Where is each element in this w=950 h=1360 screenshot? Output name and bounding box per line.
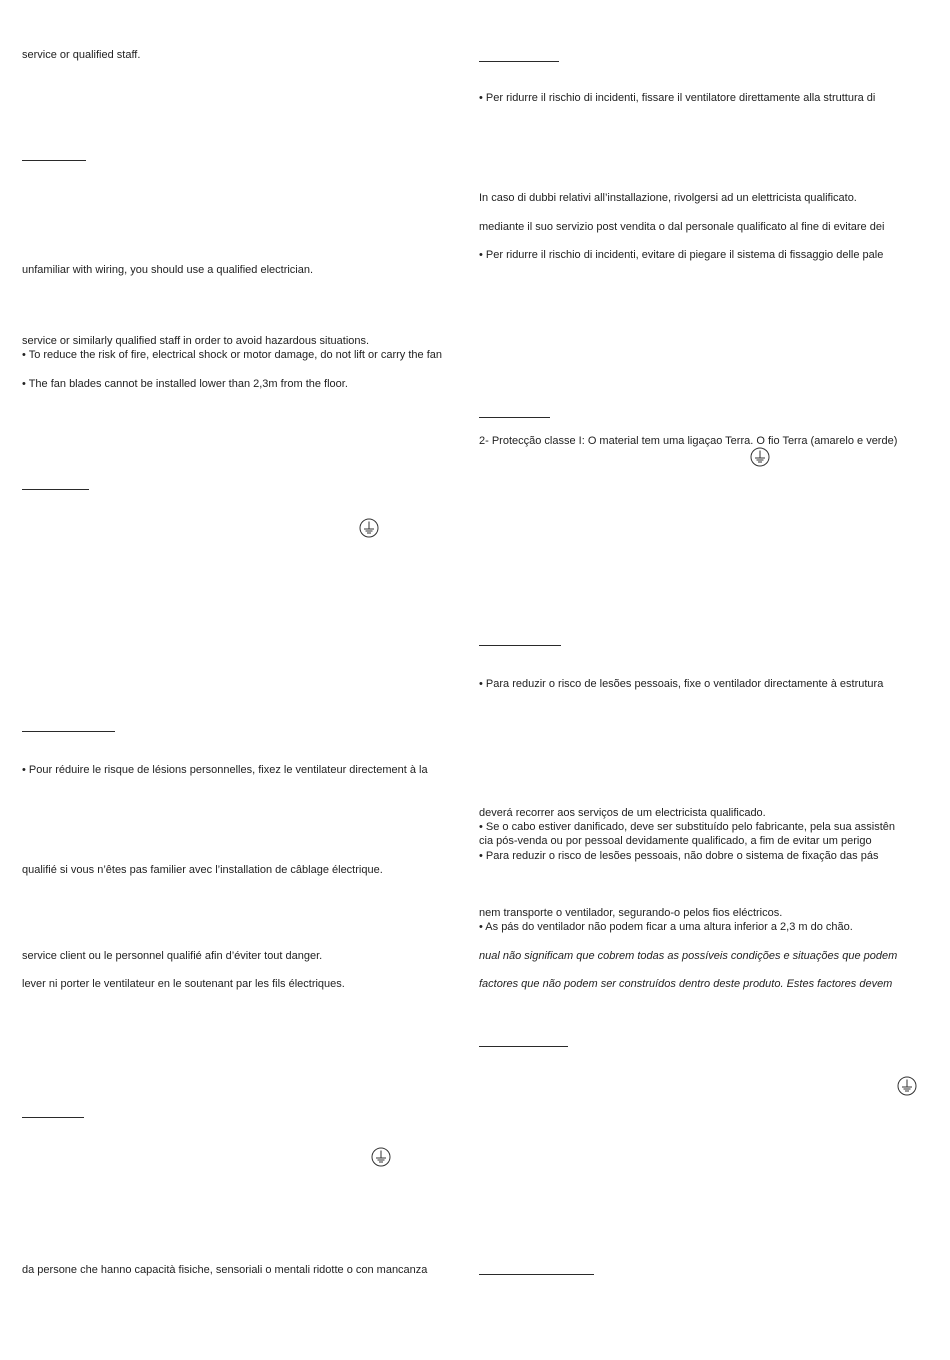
earth-ground-icon [359, 518, 379, 538]
text-line-fr-1: • Pour réduire le risque de lésions personnelles, fixez le ventilateur directement à la [22, 764, 428, 776]
text-line-it-5: • Per ridurre il rischio di incidenti, evitare di piegare il sistema di fissaggio delle pale [479, 249, 884, 261]
text-line-fr-4: lever ni porter le ventilateur en le soutenant par les fils électriques. [22, 978, 345, 990]
text-line-it-1: da persone che hanno capacità fisiche, sensoriali o mentali ridotte o con mancanza [22, 1264, 428, 1276]
earth-ground-icon [371, 1147, 391, 1167]
text-line-pt-10: factores que não podem ser construídos dentro deste produto. Estes factores devem [479, 978, 893, 990]
text-line-pt-7: nem transporte o ventilador, segurando-o pelos fios eléctricos. [479, 907, 783, 919]
section-rule [479, 645, 561, 646]
text-line-en-5: • The fan blades cannot be installed lower than 2,3m from the floor. [22, 378, 348, 390]
text-line-it-3: In caso di dubbi relativi all’installazione, rivolgersi ad un elettricista qualificato. [479, 192, 857, 204]
section-rule [479, 61, 559, 62]
section-rule [22, 160, 86, 161]
text-line-fr-2: qualifié si vous n’êtes pas familier avec l’installation de câblage électrique. [22, 864, 383, 876]
text-line-pt-8: • As pás do ventilador não podem ficar a uma altura inferior a 2,3 m do chão. [479, 921, 853, 933]
earth-ground-icon [750, 447, 770, 467]
text-line-en-4: • To reduce the risk of fire, electrical shock or motor damage, do not lift or carry the fan [22, 349, 443, 361]
section-rule [479, 1046, 568, 1047]
text-line-pt-3: deverá recorrer aos serviços de um electricista qualificado. [479, 807, 766, 819]
text-line-it-2: • Per ridurre il rischio di incidenti, fissare il ventilatore direttamente alla struttura di [479, 92, 876, 104]
text-line-en-3: service or similarly qualified staff in order to avoid hazardous situations. [22, 335, 370, 347]
section-rule [22, 489, 89, 490]
text-line-pt-1: 2- Protecção classe I: O material tem uma ligaçao Terra. O fio Terra (amarelo e verde) [479, 435, 898, 447]
text-line-it-4: mediante il suo servizio post vendita o dal personale qualificato al fine di evitare dei [479, 221, 885, 233]
text-line-pt-4: • Se o cabo estiver danificado, deve ser substituído pelo fabricante, pela sua assistên [479, 821, 895, 833]
text-line-pt-6: • Para reduzir o risco de lesões pessoais, não dobre o sistema de fixação das pás [479, 850, 879, 862]
section-rule [479, 417, 550, 418]
text-line-en-2: unfamiliar with wiring, you should use a qualified electrician. [22, 264, 314, 276]
text-line-pt-5: cia pós-venda ou por pessoal devidamente qualificado, a fim de evitar um perigo [479, 835, 872, 847]
text-line-pt-9: nual não significam que cobrem todas as possíveis condições e situações que podem [479, 950, 898, 962]
section-rule [22, 731, 115, 732]
text-line-en-1: service or qualified staff. [22, 49, 141, 61]
section-rule [22, 1117, 84, 1118]
section-rule [479, 1274, 594, 1275]
text-line-pt-2: • Para reduzir o risco de lesões pessoais, fixe o ventilador directamente à estrutura [479, 678, 884, 690]
earth-ground-icon [897, 1076, 917, 1096]
text-line-fr-3: service client ou le personnel qualifié afin d’éviter tout danger. [22, 950, 323, 962]
